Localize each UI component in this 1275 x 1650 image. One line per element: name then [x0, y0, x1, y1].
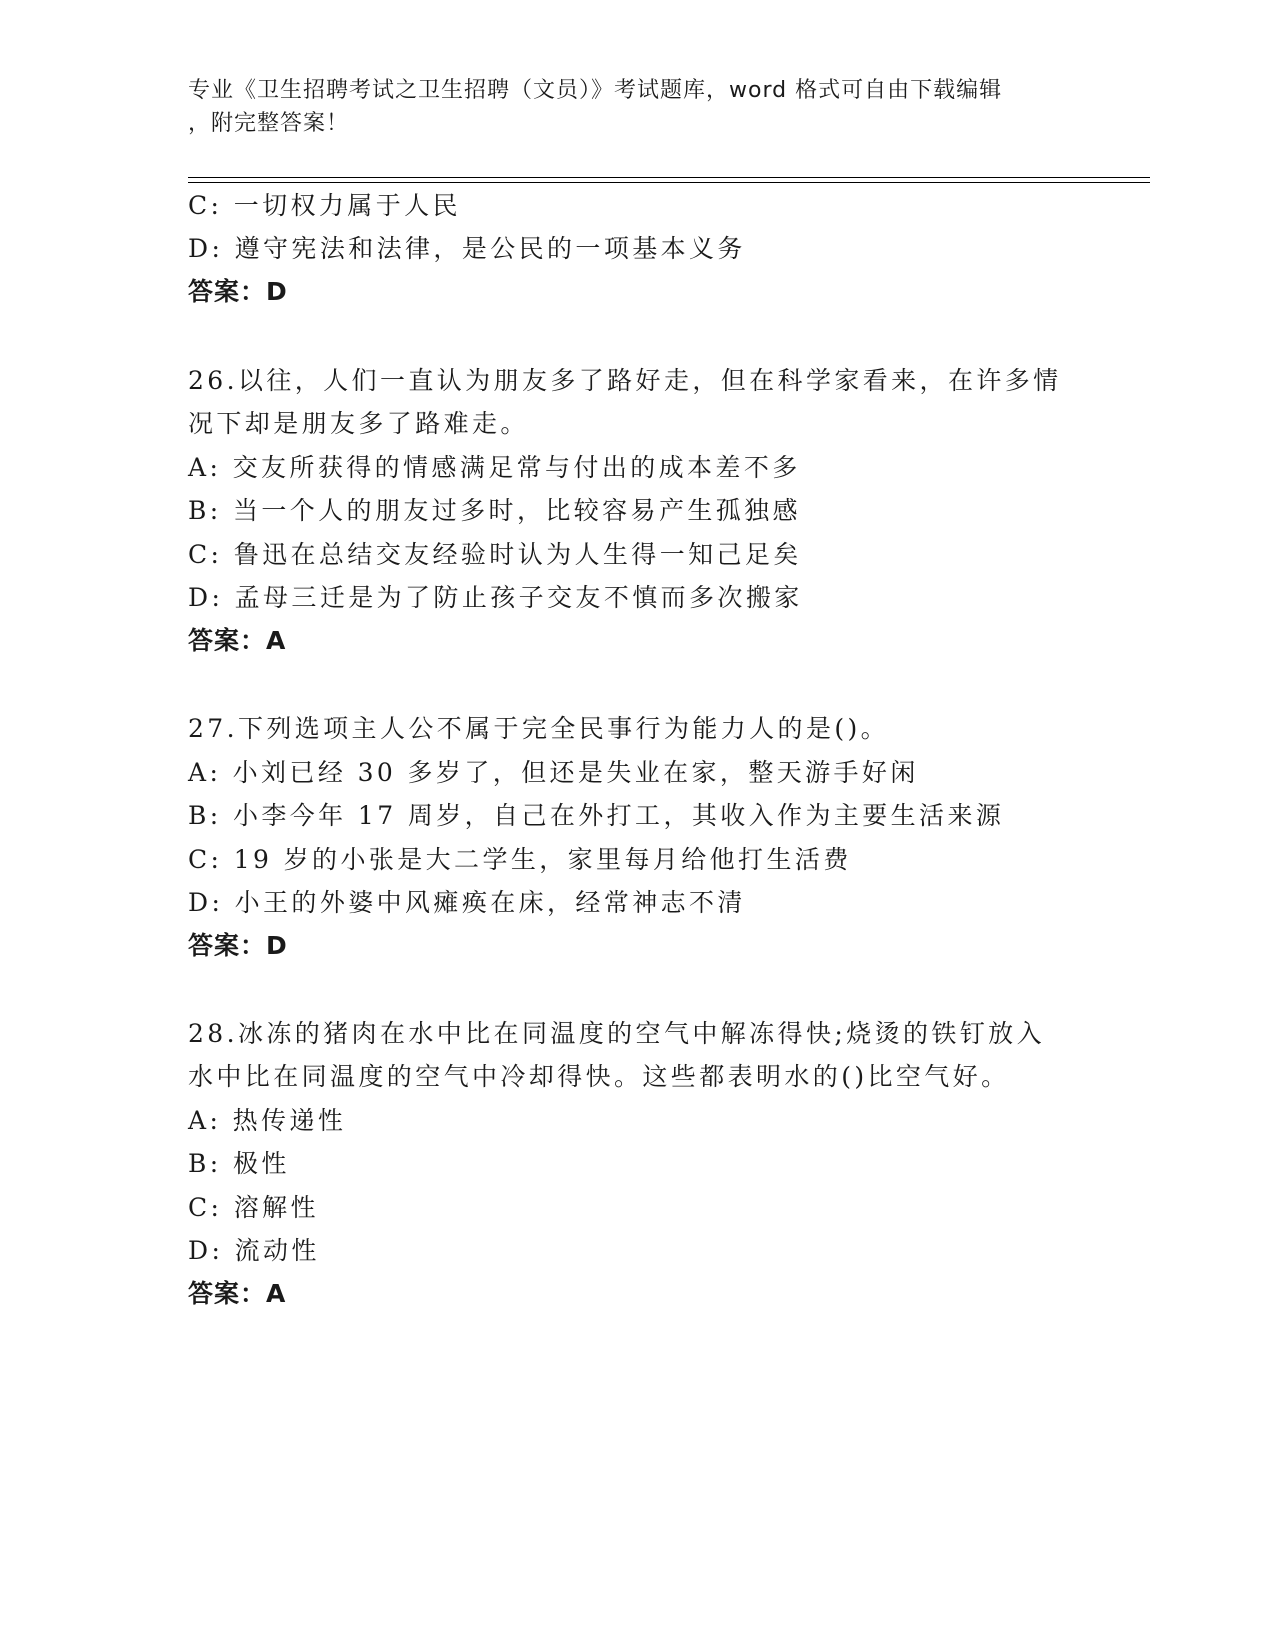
q28-option-c: C: 溶解性 [188, 1193, 319, 1222]
q27-option-d: D: 小王的外婆中风瘫痪在床，经常神志不清 [188, 888, 746, 917]
q26-option-d: D: 孟母三迁是为了防止孩子交友不慎而多次搬家 [188, 583, 803, 612]
q27-option-b: B: 小李今年 17 周岁，自己在外打工，其收入作为主要生活来源 [188, 801, 1005, 830]
q26-option-a: A: 交友所获得的情感满足常与付出的成本差不多 [188, 453, 801, 482]
header-divider-top [188, 177, 1150, 178]
q26-option-c: C: 鲁迅在总结交友经验时认为人生得一知己足矣 [188, 540, 802, 569]
q27-option-a: A: 小刘已经 30 多岁了，但还是失业在家，整天游手好闲 [188, 758, 919, 787]
document-header [188, 74, 1088, 140]
header-divider-bottom [188, 182, 1150, 183]
q25-answer: 答案：D [188, 277, 288, 306]
q28-option-d: D: 流动性 [188, 1236, 320, 1265]
q28-answer: 答案：A [188, 1279, 287, 1308]
q25-option-d: D: 遵守宪法和法律，是公民的一项基本义务 [188, 234, 746, 263]
q27-stem-line-1: 27.下列选项主人公不属于完全民事行为能力人的是()。 [188, 714, 890, 743]
q28-option-a: A: 热传递性 [188, 1106, 347, 1135]
q27-answer: 答案：D [188, 931, 288, 960]
q26-stem-line-1: 26.以往，人们一直认为朋友多了路好走，但在科学家看来，在许多情 [188, 366, 1062, 395]
header-line-1: 专业《卫生招聘考试之卫生招聘（文员）》考试题库，word 格式可自由下载编辑 [188, 78, 1003, 103]
q26-option-b: B: 当一个人的朋友过多时，比较容易产生孤独感 [188, 496, 801, 525]
q28-stem-line-2: 水中比在同温度的空气中冷却得快。这些都表明水的()比空气好。 [188, 1062, 1010, 1091]
q25-option-c: C: 一切权力属于人民 [188, 191, 461, 220]
header-line-2: ，附完整答案！ [188, 111, 350, 136]
q28-option-b: B: 极性 [188, 1149, 290, 1178]
q26-answer: 答案：A [188, 626, 287, 655]
q26-stem-line-2: 况下却是朋友多了路难走。 [188, 409, 529, 438]
q28-stem-line-1: 28.冰冻的猪肉在水中比在同温度的空气中解冻得快;烧烫的铁钉放入 [188, 1019, 1045, 1048]
q27-option-c: C: 19 岁的小张是大二学生，家里每月给他打生活费 [188, 845, 852, 874]
